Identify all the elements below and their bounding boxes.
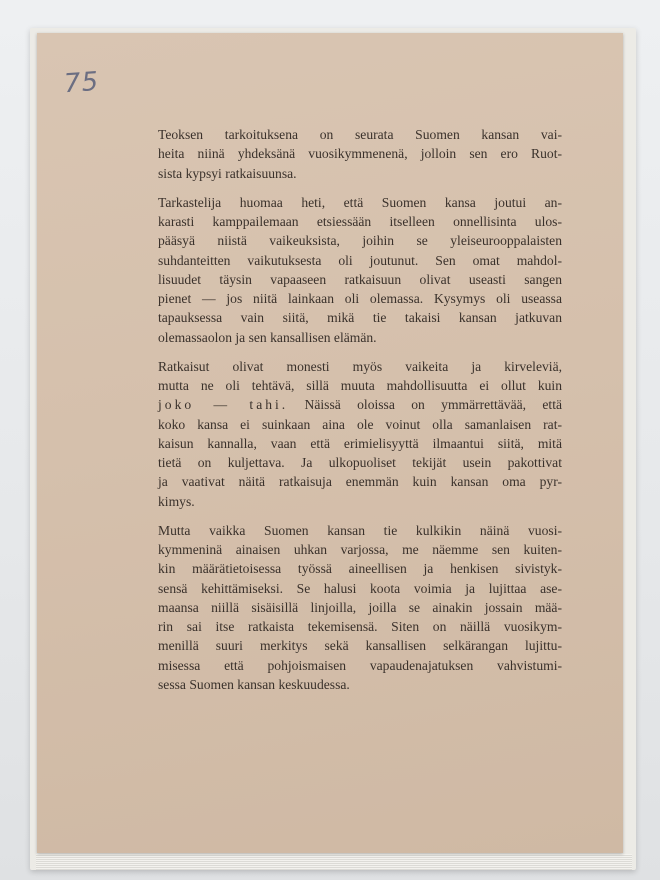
text-line: maansa niillä sisäisillä linjoilla, joilla se ainakin jossain mää- <box>158 599 562 615</box>
text-line: Ratkaisut olivat monesti myös vaikeita ja kirveleviä, <box>158 358 562 374</box>
text-line: tapauksessa vain siitä, mikä tie takaisi kansan jatkuvan <box>158 310 562 326</box>
text-line: lisuudet täysin vapaaseen ratkaisuun olivat useasti sangen <box>158 271 562 287</box>
blurb-paragraph <box>158 357 562 511</box>
text-line: sensä kehittämiseksi. Se halusi koota voimia ja lujittaa ase- <box>158 580 562 596</box>
text-line: karasti kamppailemaan etsiessään itselleen onnellisinta ulos- <box>158 214 562 229</box>
text-line: ja vaativat näitä ratkaisuja enemmän kuin kansan oma pyr- <box>158 474 562 490</box>
text-line: joko — tahi. Näissä oloissa on ymmärrettävää, että <box>158 397 563 413</box>
text-line: Mutta vaikka Suomen kansan tie kulkikin näinä vuosi- <box>158 522 562 538</box>
text-line: pienet — jos niitä lainkaan oli olemassa. Kysymys oli useassa <box>158 291 562 306</box>
blurb-paragraph <box>158 125 562 183</box>
text-line: sessa Suomen kansan keskuudessa. <box>158 676 350 692</box>
text-line: kimys. <box>158 493 195 509</box>
text-line: Teoksen tarkoituksena on seurata Suomen kansan vai- <box>158 127 562 142</box>
cover-blurb-text <box>158 125 562 704</box>
blurb-paragraph <box>158 193 562 347</box>
text-line: kaisun kannalla, vaan että erimielisyyttä ilmaantui siitä, mitä <box>158 435 562 451</box>
text-line: menillä suuri merkitys sekä kansallisen selkärangan lujittu- <box>158 638 562 654</box>
text-line: kymmeninä ainaisen uhkan varjossa, me näemme sen kuiten- <box>158 542 562 557</box>
text-line: pääsyä niistä vaikeuksista, joihin se yleiseurooppalaisten <box>158 233 562 249</box>
text-line: Tarkastelija huomaa heti, että Suomen kansa joutui an- <box>158 194 562 210</box>
text-line: sista kypsyi ratkaisuunsa. <box>158 165 297 181</box>
text-line: suhdanteitten vaikutuksesta oli joutunut. Sen omat mahdol- <box>158 252 562 268</box>
blurb-paragraph <box>158 521 562 694</box>
text-line: tietä on kuljettava. Ja ulkopuoliset tekijät usein pakottivat <box>158 455 562 470</box>
text-line: olemassaolon ja sen kansallisen elämän. <box>158 329 377 345</box>
text-line: heita niinä yhdeksänä vuosikymmenenä, jolloin sen ero Ruot- <box>158 146 562 162</box>
text-line: kin määrätietoisessa työssä aineellisen ja henkisen sivistyk- <box>158 561 562 577</box>
text-line: mutta ne oli tehtävä, sillä muuta mahdollisuutta ei ollut kuin <box>158 378 562 393</box>
text-line: koko kansa ei suinkaan aina ole voinut olla samanlaisen rat- <box>158 416 562 432</box>
handwritten-note: 75 <box>62 66 101 100</box>
text-line: misessa että pohjoismaisen vapaudenajatuksen vahvistumi- <box>158 657 562 673</box>
text-line: rin sai itse ratkaista tekemisensä. Siten on näillä vuosikym- <box>158 619 562 634</box>
